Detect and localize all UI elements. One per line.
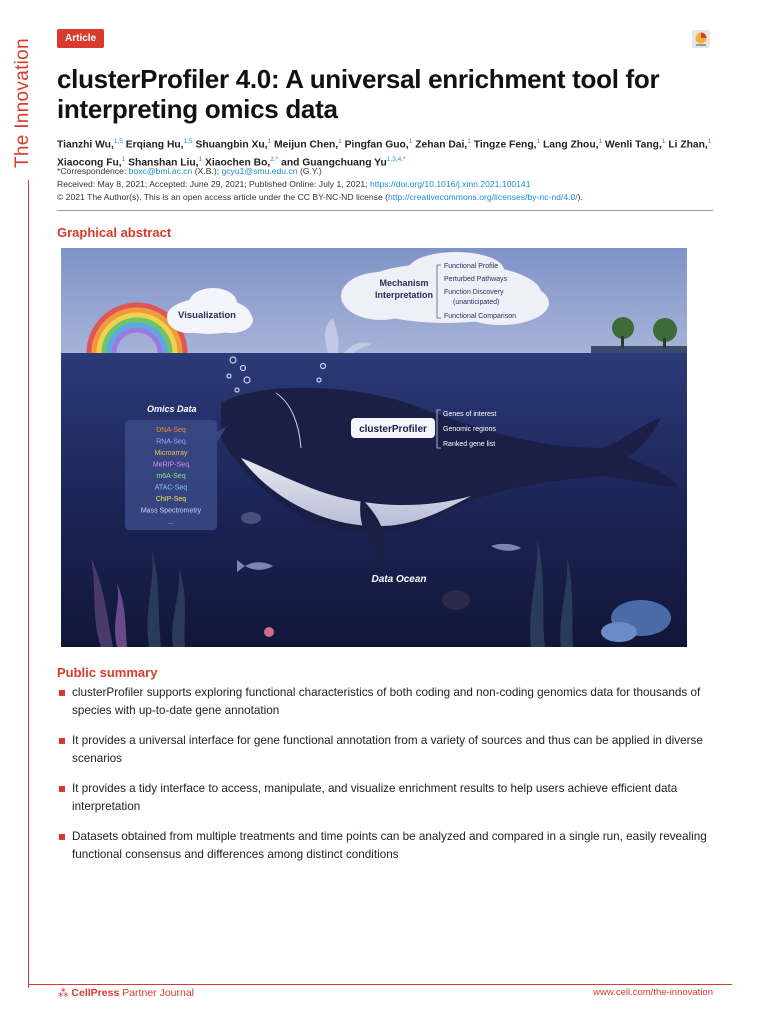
cellpress-brand: CellPress <box>71 987 120 999</box>
dates-text: Received: May 8, 2021; Accepted: June 29, 2021; Published Online: July 1, 2021; <box>57 179 368 189</box>
graphical-abstract-figure <box>61 248 687 647</box>
header-divider <box>57 210 713 211</box>
mechanism-item: Functional Comparison <box>444 313 516 320</box>
omics-item: RNA-Seq <box>156 438 186 446</box>
author-name: Meijun Chen, <box>274 139 339 151</box>
summary-item-text: It provides a universal interface for gene functional annotation from a variety of sources and thus can be applied in diverse scenarios <box>72 734 703 765</box>
mechanism-label-line2: Interpretation <box>374 290 434 300</box>
author-affiliation: 1 <box>598 138 603 145</box>
author-affiliation: 1 <box>267 138 272 145</box>
ocean-label: Data Ocean <box>371 574 427 585</box>
author-affiliation: 1 <box>198 156 203 164</box>
author-name: Wenli Tang, <box>605 139 662 151</box>
mechanism-item: Function Discovery <box>444 289 504 296</box>
email-link-1[interactable]: boxc@bmi.ac.cn <box>128 166 193 176</box>
correspondence-who-2: (G.Y.) <box>299 166 322 176</box>
summary-item <box>57 828 721 864</box>
author-name: Pingfan Guo, <box>344 139 409 151</box>
bullet-square-icon <box>59 786 65 792</box>
tool-name: clusterProfiler <box>359 424 427 435</box>
author-name: Li Zhan, <box>668 139 708 151</box>
omics-item: ATAC-Seq <box>154 484 188 492</box>
omics-item: DNA-Seq <box>156 427 186 434</box>
omics-item: ... <box>168 519 174 526</box>
mechanism-item: (unanticipated) <box>453 299 500 306</box>
author-affiliation: 1,5 <box>113 138 123 145</box>
footer-brand <box>58 987 194 999</box>
author-affiliation: 2,* <box>270 156 279 164</box>
correspondence-label: *Correspondence: <box>57 166 127 176</box>
author-name: Shuangbin Xu, <box>195 139 268 151</box>
author-name: Xiaocong Fu, <box>57 157 122 169</box>
journal-url-link[interactable]: www.cell.com/the-innovation <box>593 987 713 998</box>
footer-divider <box>28 984 732 985</box>
summary-item <box>57 732 721 768</box>
tool-input-item: Ranked gene list <box>443 441 496 448</box>
visualization-label: Visualization <box>178 310 236 321</box>
mechanism-label-line1: Mechanism <box>379 278 429 288</box>
omics-item: Microarray <box>154 450 188 457</box>
author-affiliation: 1 <box>707 138 712 145</box>
crossmark-icon[interactable] <box>692 30 710 48</box>
author-affiliation: 1 <box>408 138 413 145</box>
public-summary-list <box>57 684 721 876</box>
omics-item: Mass Spectrometry <box>140 507 202 515</box>
author-affiliation: 1,5 <box>183 138 193 145</box>
article-title: clusterProfiler 4.0: A universal enrichment tool for interpreting omics data <box>57 64 660 124</box>
summary-item <box>57 684 721 720</box>
author-name: Zehan Dai, <box>415 139 468 151</box>
author-name: Tingze Feng, <box>473 139 537 151</box>
summary-item-text: clusterProfiler supports exploring functional characteristics of both coding and non-coding genomics data for thousands of species with up-to-date gene annotation <box>72 686 701 717</box>
bullet-square-icon <box>59 834 65 840</box>
tool-input-item: Genomic regions <box>443 426 496 433</box>
author-name: Xiaochen Bo, <box>205 157 271 169</box>
author-affiliation: 1,3,4,* <box>386 156 406 164</box>
author-name: Lang Zhou, <box>543 139 599 151</box>
cellpress-logo-icon: ⁂ <box>58 987 69 999</box>
author-affiliation: 1 <box>121 156 126 164</box>
author-name: Tianzhi Wu, <box>57 139 114 151</box>
mechanism-item: Perturbed Pathways <box>444 276 508 283</box>
omics-item: m6A-Seq <box>156 473 186 480</box>
omics-item: ChIP-Seq <box>155 496 187 503</box>
email-link-2[interactable]: gcyu1@smu.edu.cn <box>221 166 298 176</box>
author-name: Shanshan Liu, <box>128 157 199 169</box>
summary-item-text: Datasets obtained from multiple treatments and time points can be analyzed and compared in a single run, easily revealing functional consensus and differences among distinct conditions <box>72 830 707 861</box>
article-type-badge: Article <box>57 29 104 48</box>
license-link[interactable]: http://creativecommons.org/licenses/by-nc-nd/4.0/ <box>387 192 578 202</box>
correspondence-who-1: (X.B.); <box>194 166 220 176</box>
license-line <box>57 191 717 203</box>
author-name: Erqiang Hu, <box>125 139 184 151</box>
partner-journal-label: Partner Journal <box>122 987 195 999</box>
journal-name: The Innovation <box>12 38 33 168</box>
author-affiliation: 1 <box>661 138 666 145</box>
graphical-abstract-heading: Graphical abstract <box>57 225 172 240</box>
mechanism-item: Functional Profile <box>444 263 499 270</box>
summary-item-text: It provides a tidy interface to access, manipulate, and visualize enrichment results to help users achieve efficient data interpretation <box>72 782 678 813</box>
left-margin-rule <box>28 180 29 988</box>
license-text: © 2021 The Author(s). This is an open access article under the CC BY-NC-ND license ( <box>57 192 388 202</box>
license-end: ). <box>577 192 583 202</box>
tool-input-item: Genes of interest <box>443 411 497 418</box>
author-affiliation: 1 <box>467 138 471 145</box>
omics-title: Omics Data <box>147 404 197 414</box>
author-affiliation: 1 <box>338 138 342 145</box>
author-name: and Guangchuang Yu <box>281 157 387 169</box>
bullet-square-icon <box>59 738 65 744</box>
public-summary-heading: Public summary <box>57 665 158 680</box>
correspondence <box>57 165 717 177</box>
author-affiliation: 1 <box>536 138 541 145</box>
doi-link[interactable]: https://doi.org/10.1016/j.xinn.2021.100141 <box>369 179 531 189</box>
publication-dates <box>57 178 717 190</box>
bullet-square-icon <box>59 690 65 696</box>
summary-item <box>57 780 721 816</box>
omics-item: MeRIP-Seq <box>152 461 190 469</box>
